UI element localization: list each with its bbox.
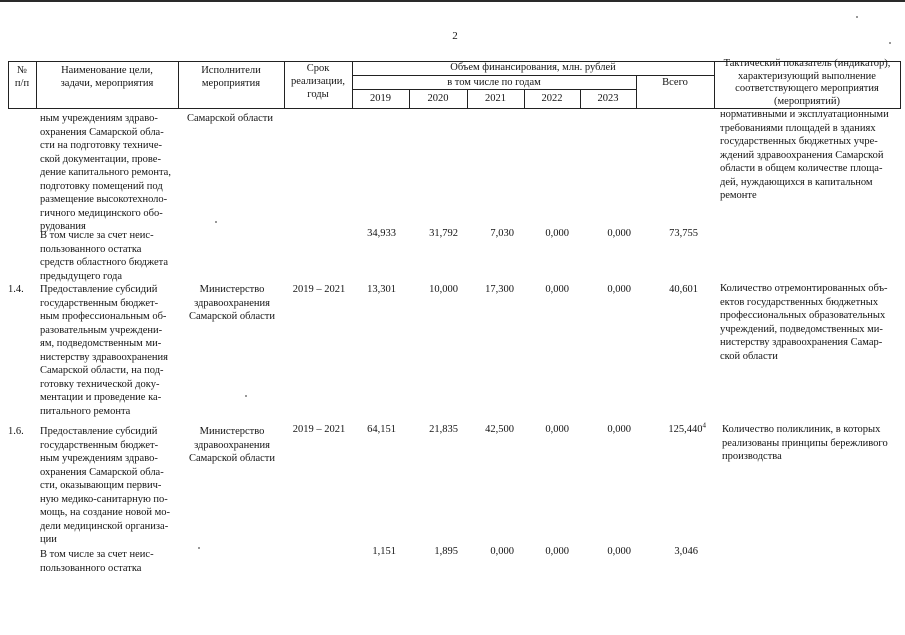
header-term: Срок реализации, годы (291, 63, 345, 100)
header-indicator: Тактический показатель (индикатор), характеризующий выполнение соответствующего мероприятия (мероприятий) (723, 58, 891, 107)
row-name: Предоставление субсидий государственным бюджет- ным профессиональным об- разовательным учреждени- ям, подведомственным ми- нистерству здравоохранения Самарской области, на под- готовку технической доку- ментации и проведение ка- питального ремонта (40, 284, 168, 417)
row-value-2022: 0,000 (545, 546, 569, 557)
header-name: Наименование цели, задачи, мероприятия (60, 65, 154, 89)
header-year: 2023 (597, 93, 619, 104)
row-value-2019: 13,301 (367, 284, 396, 295)
row-value-2019: 64,151 (367, 424, 396, 435)
row-term: 2019 – 2021 (292, 424, 346, 435)
row-total: 40,601 (669, 284, 698, 295)
row-value-2023: 0,000 (607, 284, 631, 295)
row-term: 2019 – 2021 (292, 284, 346, 295)
header-year: 2019 (370, 93, 391, 104)
row-value-2019: 1,151 (372, 546, 396, 557)
header-total: Всего (662, 77, 688, 88)
row-value-2021: 42,500 (485, 424, 514, 435)
row-value-2021: 17,300 (485, 284, 514, 295)
row-value-2022: 0,000 (545, 228, 569, 239)
scan-speck (245, 395, 247, 397)
row-executors: Министерство здравоохранения Самарской области (189, 284, 275, 322)
row-value-2019: 34,933 (367, 228, 396, 239)
header-by-years: в том числе по годам (447, 77, 541, 88)
header-num: № п/п (14, 65, 30, 89)
header-year: 2021 (485, 93, 506, 104)
scan-top-edge (0, 0, 905, 2)
row-number: 1.6. (8, 426, 24, 437)
row-value-2023: 0,000 (607, 424, 631, 435)
scan-speck (856, 16, 858, 18)
row-value-2020: 21,835 (429, 424, 458, 435)
row-executors: Самарской области (187, 113, 273, 124)
row-total: 3,046 (674, 546, 698, 557)
row-value-2020: 10,000 (429, 284, 458, 295)
header-executors: Исполнители мероприятия (201, 65, 261, 89)
header-year: 2020 (427, 93, 449, 104)
row-value-2023: 0,000 (607, 546, 631, 557)
row-total: 73,755 (669, 228, 698, 239)
row-indicator: Количество поликлиник, в которых реализованы принципы бережливого производства (722, 424, 888, 462)
row-name: В том числе за счет неис- пользованного остатка средств областного бюджета предыдущего года (40, 230, 169, 282)
footnote-marker: 4 (702, 421, 706, 430)
header-year: 2022 (541, 93, 563, 104)
row-indicator: нормативными и эксплуатационными требованиями площадей в зданиях государственных бюджетных учре- ждений здравоохранения Самарской области в общем количестве площа- дей, нуждающихся в капитальном ремонте (720, 109, 889, 201)
scan-speck (889, 42, 891, 44)
row-total (650, 423, 706, 437)
row-value-2021: 7,030 (490, 228, 514, 239)
row-value-2020: 1,895 (434, 546, 458, 557)
row-indicator: Количество отремонтированных объ- ектов государственных бюджетных профессиональных образовательных учреждений, подведомственных ми- нистерству здравоохранения Самар- ской области (720, 283, 888, 362)
row-value-2022: 0,000 (545, 424, 569, 435)
scan-speck (198, 547, 200, 549)
row-value-2021: 0,000 (490, 546, 514, 557)
page-number: 2 (452, 30, 458, 42)
row-executors: Министерство здравоохранения Самарской области (189, 426, 275, 464)
row-name: Предоставление субсидий государственным бюджет- ным учреждениям здраво- охранения Самарской обла- сти, оказывающим первич- ную медико-санитарную по- мощь, на создание новой мо- дели медицинской организа- ции (40, 426, 170, 545)
row-value-2023: 0,000 (607, 228, 631, 239)
row-name: В том числе за счет неис- пользованного остатка (40, 549, 154, 574)
scan-speck (215, 221, 217, 223)
row-total-value: 125,440 (668, 424, 703, 435)
header-funding: Объем финансирования, млн. рублей (450, 62, 616, 73)
row-number: 1.4. (8, 284, 24, 295)
row-value-2022: 0,000 (545, 284, 569, 295)
row-name: ным учреждениям здраво- охранения Самарской обла- сти на подготовку техниче- ской документации, прове- дение капитального ремонта, подготовку помещений под размещение высокотехноло- гичного медицинского обо- рудования (40, 113, 171, 232)
row-value-2020: 31,792 (429, 228, 458, 239)
